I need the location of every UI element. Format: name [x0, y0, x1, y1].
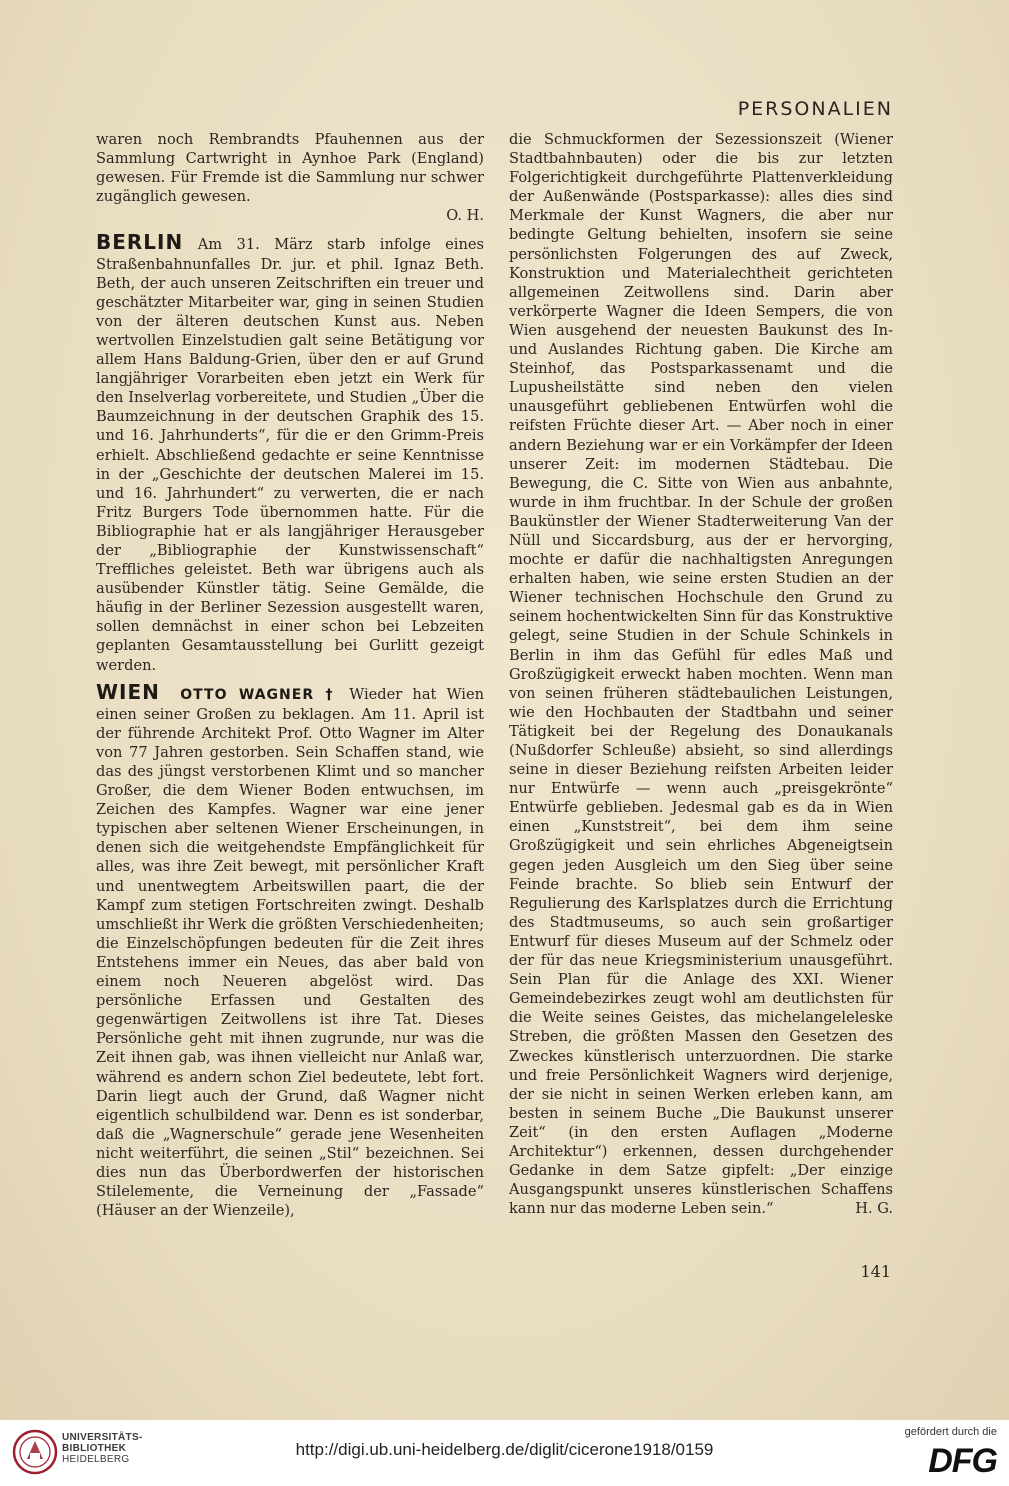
- left-column: [96, 130, 484, 1220]
- section-heading: PERSONALIEN: [737, 98, 893, 120]
- wien-article: [96, 679, 485, 1221]
- wien-text: Wieder hat Wien einen seiner Großen zu beklagen. Am 11. April ist der führende Architekt Prof. Otto Wagner im Alter von 77 Jahren gestorben. Sein Schaffen stand, wie das des jüngst verstorbenen Klimt und so mancher Großer, die dem Wiener Boden entwuchsen, im Zeichen des Kampfes. Wagner war eine jener typischen aber seltenen Wiener Erscheinungen, in denen sich die weitgehendste Empfänglichkeit für alles, was ihre Zeit bewegt, mit persönlicher Kraft und unentwegtem Arbeitswillen paart, die der Kampf zum stetigen Fortschreiten zwingt. Deshalb umschließt ihr Werk die größten Verschiedenheiten; die Einzelschöpfungen bedeuten für die Zeit ihres Entstehens immer ein Neues, das aber bald von einem noch Neueren abgelöst wird. Das persönliche Erfassen und Gestalten des gegenwärtigen Zeitwollens ist ihre Tat. Dieses Persönliche geht mit ihnen zugrunde, nur was die Zeit ihnen gab, was ihnen vielleicht nur Anlaß war, während es andern schon Ziel bedeutete, lebt fort. Darin liegt auch der Grund, daß Wagner nicht eigentlich schulbildend war. Denn es ist sonderbar, daß die „Wagnerschule“ gerade jene Wesenheiten nicht weiterführt, die seinen „Stil“ bezeichnen. Sei dies nun das Überbordwerfen der historischen Stilelemente, die Verneinung der „Fassade“ (Häuser an der Wienzeile),: [96, 685, 485, 1220]
- footer-bar: [0, 1420, 1009, 1486]
- wien-subheading: OTTO WAGNER †: [180, 686, 340, 703]
- wien-signature: H. G.: [855, 1200, 893, 1218]
- right-column: [509, 130, 893, 1218]
- funding-label: gefördert durch die: [904, 1426, 997, 1438]
- wien-article-continued: die Schmuckformen der Sezessionszeit (Wiener Stadtbahnbauten) oder die bis zur letzten Folgerichtigkeit durchgeführte Plattenverkleidung der Außenwände (Postsparkasse): alles dies sind Merkmale der Kunst Wagners, die aber nur bedingte Geltung behielten, insofern sie seine persönlichsten Folgerungen des auf Zweck, Konstruktion und Materialechtheit gerichteten allgemeinen Zeitwollens sind. Darin aber verkörperte Wagner die Ideen Sempers, die von Wien ausgehend der neuesten Baukunst des In- und Auslandes Richtung gaben. Die Kirche am Steinhof, das Postsparkassenamt und die Lupusheilstätte sind neben den vielen unausgeführt gebliebenen Entwürfen wohl die reifsten Früchte dieser Art. — Aber noch in einer andern Beziehung war er ein Vorkämpfer der Ideen unserer Zeit: im modernen Städtebau. Die Bewegung, die C. Sitte von Wien aus anbahnte, wurde in ihm fruchtbar. In der Schule der großen Baukünstler der Wiener Stadterweiterung Van der Nüll und Siccardsburg, aus der er hervorging, mochte er dafür die nachhaltigsten Anregungen erhalten haben, wie seine ersten Studien an der Wiener technischen Hochschule den Grund zu seinem hochentwickelten Sinn für das Konstruktive gelegt, seine Studien in der Schule Schinkels in Berlin in ihm das Gefühl für edles Maß und Großzügigkeit erweckt haben mochten. Wenn man von seinen früheren städtebaulichen Leistungen, wie den Hochbauten der Stadtbahn und seiner Tätigkeit bei der Regelung des Donaukanals (Nußdorfer Schleuße) absieht, so sind allerdings seine in dieser Beziehung reifsten Arbeiten leider nur Entwürfe — wenn auch „preisgekrönte“ Entwürfe geblieben. Jedesmal gab es da in Wien einen „Kunststreit“, bei dem ihm seine Großzügigkeit und sein ehrliches Abgeneigtsein gegen jeden Ausgleich um den Sieg über seine Feinde brachte. So blieb sein Entwurf der Regulierung des Karlsplatzes durch die Errichtung des Stadtmuseums, so auch sein großartiger Entwurf für dieses Museum auf der Schmelz oder der für das neue Kriegsministerium unausgeführt. Sein Plan für die Anlage des XXI. Wiener Gemeindebezirkes zeugt wohl am deutlichsten für die Weite seines Geistes, das michelangeleleske Streben, die größten Massen den Gesetzen des Zweckes künstlerisch unterzuordnen. Die starke und freie Persönlichkeit Wagners wird derjenige, der sie nicht in seinen Werken erleben kann, am besten in seinem Buche „Die Baukunst unserer Zeit“ (in den ersten Auflagen „Moderne Architektur“) erkennen, dessen durchgehender Gedanke in dem Satze gipfelt: „Der einzige Ausgangspunkt unseres künstlerischen Schaffens kann nur das moderne Leben sein.“ H. G.: [509, 131, 893, 1218]
- berlin-heading: BERLIN: [96, 230, 184, 255]
- berlin-text: Am 31. März starb infolge eines Straßenbahnunfalles Dr. jur. et phil. Ignaz Beth. Beth, der auch unseren Zeitschriften ein treuer und geschätzter Mitarbeiter war, ging in seinen Studien von der älteren deutschen Kunst aus. Neben wertvollen Einzelstudien galt seine Betätigung vor allem Hans Baldung-Grien, über den er auf Grund langjähriger Vorarbeiten eben jetzt ein Werk für den Inselverlag vorbereitete, und Studien „Über die Baumzeichnung in der deutschen Graphik des 15. und 16. Jahrhunderts“, für die er den Grimm-Preis erhielt. Abschließend gedachte er seine Kenntnisse in der „Geschichte der deutschen Malerei im 15. und 16. Jahrhundert“ zu verwerten, die er nach Fritz Burgers Tode übernommen hatte. Für die Bibliographie hat er als langjähriger Herausgeber der „Bibliographie der Kunstwissenschaft“ Treffliches geleistet. Beth war übrigens auch als ausübender Künstler tätig. Seine Gemälde, die häufig in der Berliner Sezession ausgestellt waren, sollen demnächst in einer schon bei Lebzeiten geplanten Gesamtausstellung bei Gurlitt gezeigt werden.: [96, 236, 484, 674]
- carryover-paragraph: waren noch Rembrandts Pfauhennen aus der Sammlung Cartwright in Aynhoe Park (England) gewesen. Für Fremde ist die Sammlung nur schwer zugänglich gewesen. O. H.: [96, 131, 484, 225]
- source-url-link[interactable]: http://digi.ub.uni-heidelberg.de/diglit/cicerone1918/0159: [295, 1440, 714, 1459]
- page-number: 141: [860, 1262, 891, 1281]
- wien-heading: WIEN: [96, 679, 160, 704]
- dfg-logo: DFG: [928, 1442, 997, 1480]
- berlin-article: [96, 230, 484, 674]
- institution-name: UNIVERSITÄTS- BIBLIOTHEK HEIDELBERG: [62, 1432, 143, 1465]
- carryover-signature: O. H.: [446, 207, 484, 225]
